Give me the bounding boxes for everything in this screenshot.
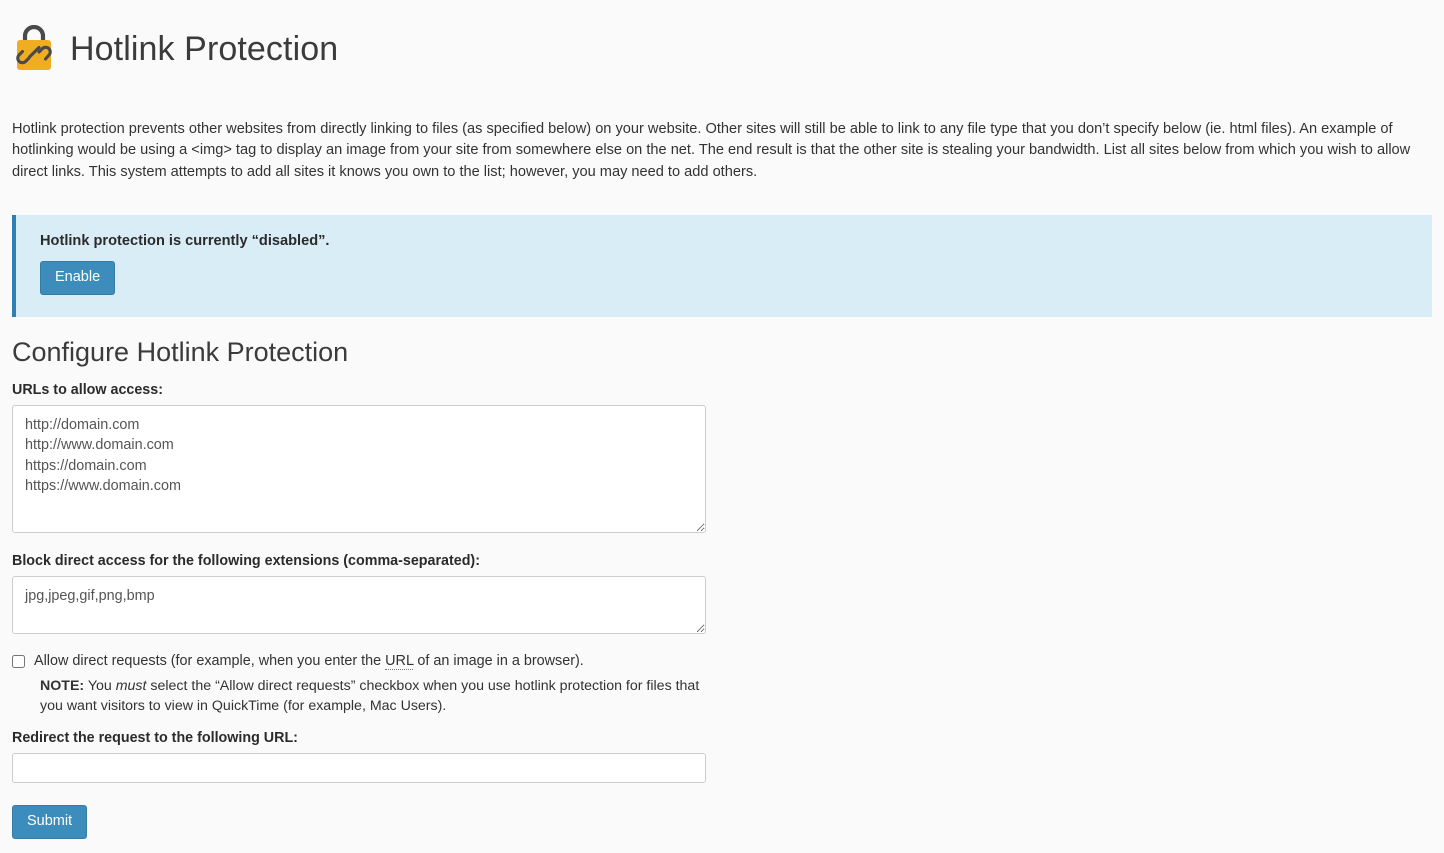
urls-label: URLs to allow access: [12, 381, 163, 398]
allow-direct-label-after: of an image in a browser). [413, 652, 584, 669]
note-text-2: select the “Allow direct requests” checkbox when you use hotlink protection for files that you want visitors to view in QuickTime (for example, Mac Users). [40, 677, 700, 714]
urls-textarea[interactable] [12, 405, 706, 533]
redirect-url-input[interactable] [12, 753, 706, 783]
allow-direct-requests-label [34, 652, 584, 671]
allow-direct-requests-checkbox[interactable] [12, 655, 25, 668]
allow-direct-label-before: Allow direct requests (for example, when you enter the [34, 652, 386, 669]
note-emphasis: must [115, 677, 147, 694]
redirect-label: Redirect the request to the following URL: [12, 730, 298, 747]
extensions-label: Block direct access for the following extensions (comma-separated): [12, 552, 480, 569]
note-text-1: You [84, 677, 116, 694]
allow-direct-requests-row[interactable] [12, 652, 1432, 671]
enable-button[interactable]: Enable [40, 261, 115, 295]
page-title: Hotlink Protection [70, 29, 339, 68]
allow-direct-note [40, 677, 720, 717]
lock-link-icon [12, 25, 56, 73]
extensions-textarea[interactable] [12, 576, 706, 634]
page-header [12, 0, 1432, 103]
url-abbr: URL [385, 652, 414, 669]
status-callout [12, 215, 1432, 317]
status-message: Hotlink protection is currently “disabled”. [40, 233, 330, 250]
note-prefix: NOTE: [40, 677, 85, 694]
submit-button[interactable]: Submit [12, 805, 87, 839]
intro-paragraph: Hotlink protection prevents other websites from directly linking to files (as specified below) on your website. Other sites will still be able to link to any file type that you don’t specify below (ie. html files). An example of hotlinking would be using a <img> tag to display an image from your site from somewhere else on the net. The end result is that the other site is stealing your bandwidth. List all sites below from which you wish to allow direct links. This system attempts to add all sites it knows you own to the list; however, you may need to add others. [12, 120, 1411, 180]
configure-section-title: Configure Hotlink Protection [12, 336, 349, 367]
